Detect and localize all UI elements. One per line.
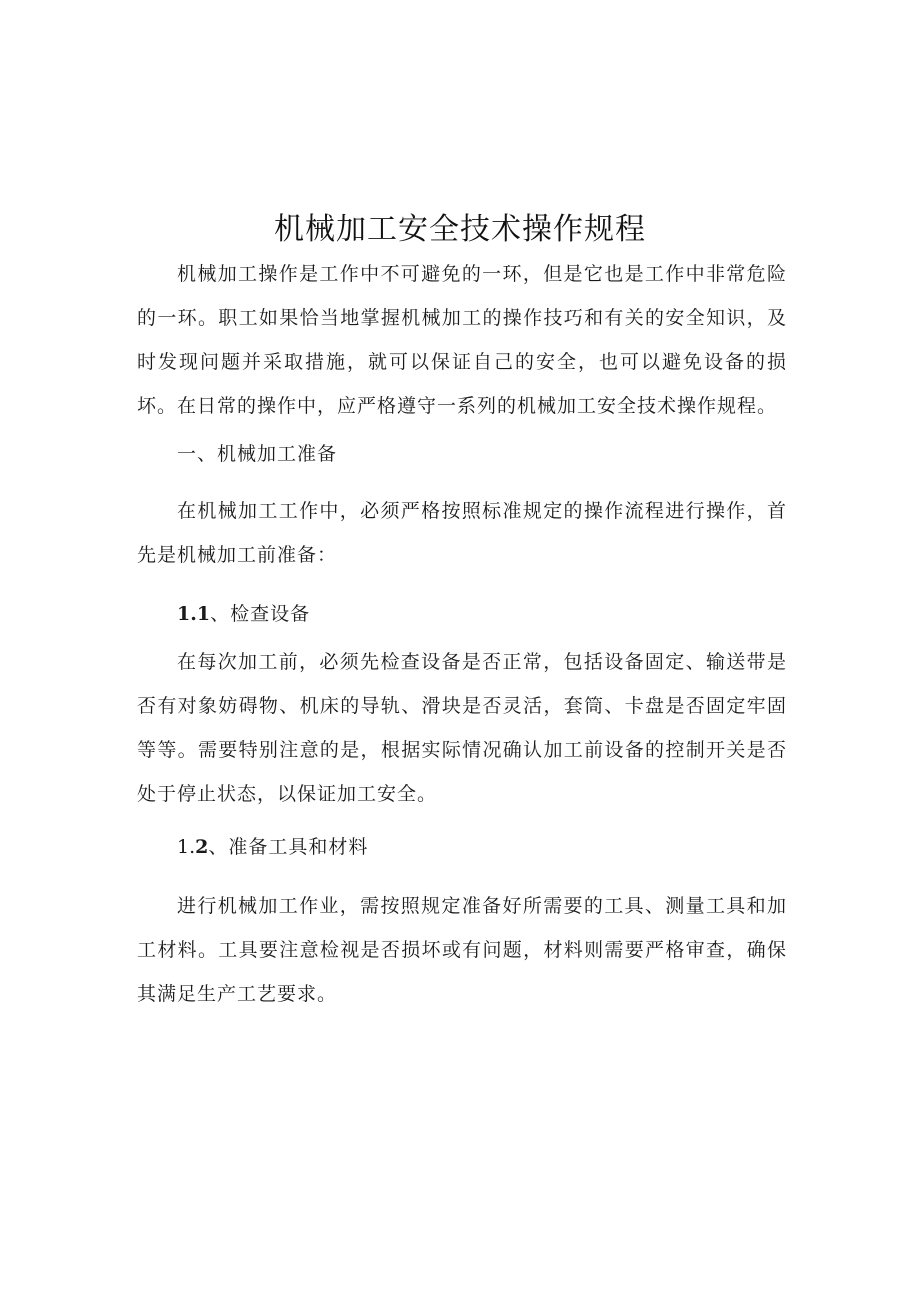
subsection-paragraph-check-equipment: 在每次加工前，必须先检查设备是否正常，包括设备固定、输送带是否有对象妨碍物、机床的导轨、滑块是否灵活，套筒、卡盘是否固定牢固等等。需要特别注意的是，根据实际情况确认加工前设备的控制开关是否处于停止状态，以保证加工安全。: [137, 651, 787, 805]
subsection-paragraph-tools-materials: 进行机械加工作业，需按照规定准备好所需要的工具、测量工具和加工材料。工具要注意检视是否损坏或有问题，材料则需要严格审查，确保其满足生产工艺要求。: [137, 895, 787, 1005]
subsection-heading-check-equipment: [177, 592, 777, 636]
subsection-number-prefix: 1.: [177, 836, 196, 858]
section-heading-preparation: 一、机械加工准备: [177, 443, 338, 465]
subsection-number: 1.1: [177, 603, 211, 625]
section-paragraph-preparation: 在机械加工工作中，必须严格按照标准规定的操作流程进行操作，首先是机械加工前准备：: [137, 500, 787, 566]
document-title: 机械加工安全技术操作规程: [274, 212, 646, 247]
subsection-title: 、检查设备: [210, 603, 311, 625]
subsection-number-suffix: 2: [195, 836, 209, 858]
subsection-heading-tools-materials: [177, 825, 777, 869]
intro-paragraph: 机械加工操作是工作中不可避免的一环，但是它也是工作中非常危险的一环。职工如果恰当地掌握机械加工的操作技巧和有关的安全知识，及时发现问题并采取措施，就可以保证自己的安全，也可以避免设备的损坏。在日常的操作中，应严格遵守一系列的机械加工安全技术操作规程。: [137, 263, 787, 417]
subsection-title: 、准备工具和材料: [208, 836, 369, 858]
